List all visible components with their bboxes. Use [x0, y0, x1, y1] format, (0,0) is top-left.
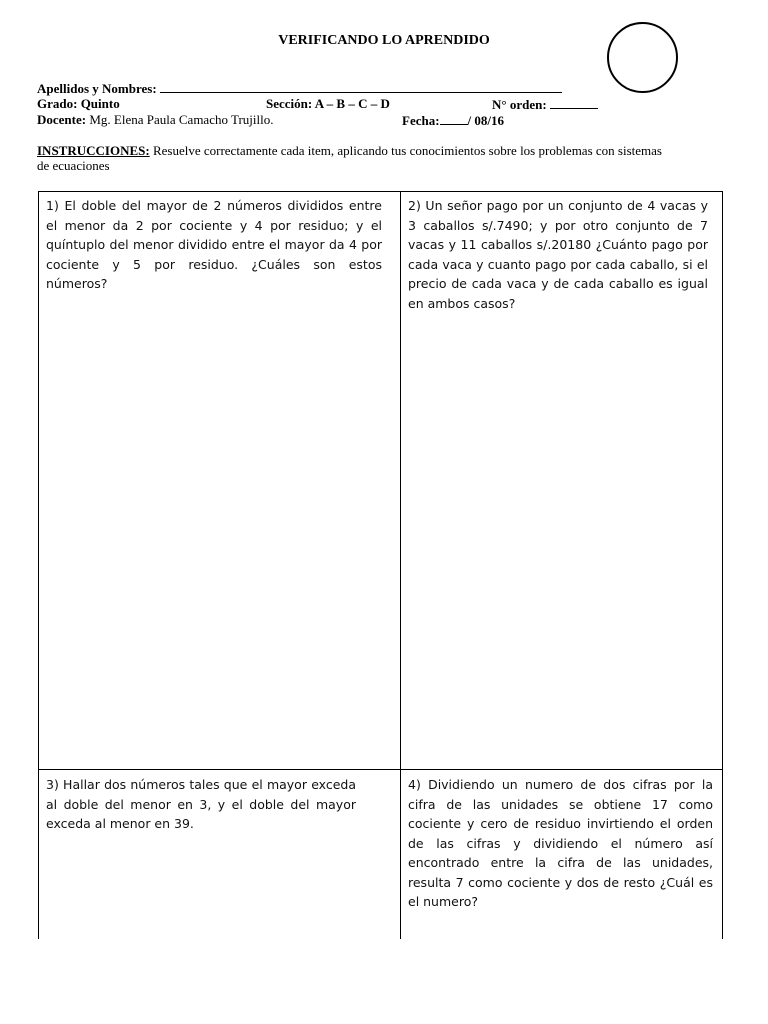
grado-text: Grado: Quinto	[37, 96, 120, 111]
instructions	[37, 143, 677, 173]
orden-row	[492, 96, 598, 113]
grid-vertical-divider	[400, 192, 401, 939]
instructions-label: INSTRUCCIONES:	[37, 143, 150, 158]
fecha-field[interactable]	[440, 112, 468, 125]
docente-name: Mg. Elena Paula Camacho Trujillo.	[89, 112, 274, 127]
fecha-row	[402, 112, 504, 129]
problem-3: 3) Hallar dos números tales que el mayor exceda al doble del menor en 3, y el doble del mayor exceda al menor en 39.	[46, 777, 356, 831]
page-title: VERIFICANDO LO APRENDIDO	[278, 33, 490, 48]
fecha-value: / 08/16	[467, 113, 505, 128]
grade-circle	[607, 22, 678, 93]
instructions-text: Resuelve correctamente cada item, aplicando tus conocimientos sobre los problemas con sistemas de ecuaciones	[37, 143, 662, 173]
problem-1: 1) El doble del mayor de 2 números divididos entre el menor da 2 por cociente y 4 por residuo; y el quíntuplo del menor dividido entre el mayor da 4 por cociente y 5 por residuo. ¿Cuáles son estos números?	[46, 198, 382, 291]
fecha-label: Fecha:	[402, 113, 440, 128]
apellidos-field[interactable]	[160, 80, 562, 93]
grid-horizontal-divider	[39, 769, 722, 770]
problems-grid	[38, 191, 723, 939]
docente-label: Docente:	[37, 112, 87, 127]
apellidos-label: Apellidos y Nombres:	[37, 81, 157, 96]
orden-field[interactable]	[550, 96, 598, 109]
seccion-text: Sección: A – B – C – D	[266, 96, 390, 111]
problem-2: 2) Un señor pago por un conjunto de 4 vacas y 3 caballos s/.7490; y por otro conjunto de 7 vacas y 11 caballos s/.20180 ¿Cuánto pago por cada vaca y cuanto pago por cada caballo, si el precio de cada vaca y de cada caballo es igual en ambos casos?	[408, 198, 708, 311]
apellidos-row	[37, 80, 562, 97]
docente-row	[37, 112, 274, 128]
orden-label: N° orden:	[492, 97, 547, 112]
problem-4: 4) Dividiendo un numero de dos cifras por la cifra de las unidades se obtiene 17 como cociente y cero de residuo invirtiendo el orden de las cifras y dividiendo el número así encontrado entre la cifra de las unidades, resulta 7 como cociente y dos de resto ¿Cuál es el numero?	[408, 777, 713, 909]
